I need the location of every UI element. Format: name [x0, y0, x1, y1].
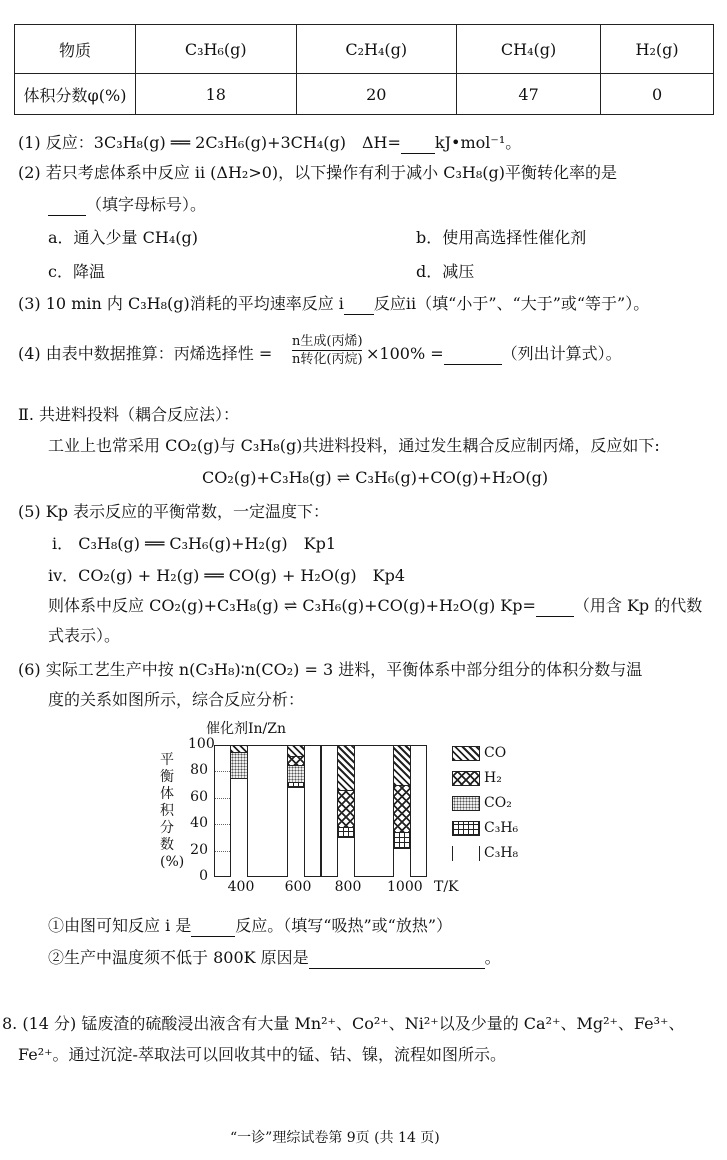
reaction-i: i． C₃H₈(g) ══ C₃H₆(g)+H₂(g) Kp1 — [52, 534, 337, 553]
x-tick-label: 600 — [284, 879, 312, 895]
y-tick-label: 40 — [190, 815, 208, 832]
bar-stack — [337, 745, 355, 877]
question-3-text: (3) 10 min 内 C₃H₈(g)消耗的平均速率反应 i — [18, 294, 344, 313]
table-header-cell: H₂(g) — [601, 25, 714, 74]
table-cell: 0 — [601, 74, 714, 115]
question-5-hint: （用含 Kp 的代数 — [573, 596, 703, 615]
fraction-numerator: n生成(丙烯) — [292, 334, 363, 349]
chart-title: 催化剂In/Zn — [206, 721, 287, 737]
table-header-cell: CH₄(g) — [457, 25, 601, 74]
y-tick-label: 60 — [190, 788, 208, 805]
question-6-sub2-text: ②生产中温度须不低于 800K 原因是 — [48, 948, 309, 967]
bar-segment-h2 — [394, 785, 410, 833]
bar-segment-h2 — [338, 790, 354, 827]
bar-stack — [287, 745, 305, 877]
table-cell: 47 — [457, 74, 601, 115]
question-3-hint: 反应ii（填“小于”、“大于”或“等于”）。 — [373, 294, 650, 313]
y-tick-label: 20 — [190, 841, 208, 858]
table-cell: 18 — [136, 74, 297, 115]
answer-blank[interactable] — [536, 596, 574, 617]
question-6-sub1-hint: 反应。（填写“吸热”或“放热”） — [235, 916, 453, 935]
legend-swatch — [452, 796, 480, 811]
y-tick-label: 80 — [190, 762, 208, 779]
question-6-sub2-end: 。 — [484, 948, 501, 967]
question-2-line1: (2) 若只考虑体系中反应 ii (ΔH₂>0)，以下操作有利于减小 C₃H₈(g)平衡转化率的是 — [18, 163, 617, 182]
x-tick-label: 400 — [227, 879, 255, 895]
table-row — [15, 74, 714, 115]
x-axis-label: T/K — [434, 879, 459, 895]
page-footer: “一诊”理综试卷第 9页 (共 14 页) — [230, 1130, 440, 1146]
bar-segment-c3h8 — [231, 778, 247, 877]
y-tick-label: 100 — [188, 736, 215, 752]
bar-segment-c3h6 — [338, 827, 354, 838]
question-5-line5: 式表示）。 — [48, 626, 121, 645]
section-2-title: Ⅱ. 共进料投料（耦合反应法）： — [18, 405, 240, 424]
table-row-label: 体积分数φ(%) — [15, 74, 136, 115]
x-tick-label: 800 — [334, 879, 362, 895]
question-8-line2: Fe²⁺。通过沉淀-萃取法可以回收其中的锰、钴、镍，流程如图所示。 — [18, 1045, 506, 1064]
fraction — [292, 333, 362, 368]
question-4-formula: ×100% = — [366, 344, 444, 363]
table-cell: 20 — [296, 74, 457, 115]
question-6-line1: (6) 实际工艺生产中按 n(C₃H₈)∶n(CO₂) = 3 进料，平衡体系中部分组分的体积分数与温 — [18, 660, 643, 679]
question-3 — [18, 294, 649, 315]
component-table — [14, 24, 714, 115]
legend-swatch — [452, 846, 480, 861]
table-header-cell: C₃H₆(g) — [136, 25, 297, 74]
answer-blank[interactable] — [344, 294, 374, 315]
reaction-iv: iv．CO₂(g) + H₂(g) ══ CO(g) + H₂O(g) Kp4 — [48, 566, 406, 585]
option-c: c．降温 — [48, 262, 105, 281]
question-2-hint: （填字母标号）。 — [86, 195, 207, 214]
answer-blank[interactable] — [309, 948, 485, 969]
y-axis-label: 平衡体积分数(%) — [160, 752, 185, 870]
bar-segment-co — [231, 745, 247, 752]
question-1-number: (1) — [18, 133, 41, 152]
question-6-line2: 度的关系如图所示，综合反应分析： — [48, 690, 305, 709]
table-header-row — [15, 25, 714, 74]
bar-segment-co — [394, 745, 410, 785]
bar-segment-c3h6 — [394, 832, 410, 848]
table-header-cell: 物质 — [15, 25, 136, 74]
bar-stack — [393, 745, 411, 877]
legend-label: C₃H₈ — [484, 845, 519, 861]
option-b: b．使用高选择性催化剂 — [416, 228, 587, 247]
legend-label: C₃H₆ — [484, 820, 519, 836]
question-1-unit: kJ•mol⁻¹。 — [434, 133, 522, 152]
bar-segment-co2 — [288, 765, 304, 782]
bar-segment-co — [288, 745, 304, 756]
question-1 — [18, 133, 521, 154]
y-tick-label: 0 — [199, 868, 208, 884]
question-6-sub2 — [48, 948, 501, 969]
question-8-line1: 8. (14 分) 锰废渣的硫酸浸出液含有大量 Mn²⁺、Co²⁺、Ni²⁺以及少量的 Ca²⁺、Mg²⁺、Fe³⁺、 — [2, 1014, 685, 1033]
bar-segment-c3h8 — [394, 848, 410, 877]
legend-label: CO — [484, 745, 507, 761]
option-a: a．通入少量 CH₄(g) — [48, 228, 198, 247]
bar-segment-c3h8 — [338, 837, 354, 877]
question-5-line4 — [48, 596, 702, 617]
bar-segment-co2 — [231, 752, 247, 778]
question-5-text: 则体系中反应 CO₂(g)+C₃H₈(g) ⇌ C₃H₆(g)+CO(g)+H₂O(g) Kp= — [48, 596, 536, 615]
legend-swatch — [452, 771, 480, 786]
bar-segment-h2 — [288, 756, 304, 765]
section-2-intro: 工业上也常采用 CO₂(g)与 C₃H₈(g)共进料投料，通过发生耦合反应制丙烯，反应如下: — [48, 436, 660, 455]
question-6-sub1 — [48, 916, 452, 937]
question-6-sub1-text: ①由图可知反应 i 是 — [48, 916, 192, 935]
answer-blank[interactable] — [191, 916, 235, 937]
question-2-line2 — [48, 195, 206, 216]
question-4-suffix — [366, 344, 622, 365]
answer-blank[interactable] — [48, 195, 86, 216]
option-d: d．减压 — [416, 262, 475, 281]
answer-blank[interactable] — [401, 133, 435, 154]
legend-label: H₂ — [484, 770, 502, 786]
bar-stack — [230, 745, 248, 877]
question-4-prefix: (4) 由表中数据推算：丙烯选择性 = — [18, 344, 273, 363]
bar-segment-co — [338, 745, 354, 790]
bar-segment-c3h8 — [288, 787, 304, 877]
legend-swatch — [452, 746, 480, 761]
x-tick-label: 1000 — [387, 879, 423, 895]
fraction-denominator: n转化(丙烷) — [292, 352, 363, 367]
coupling-reaction: CO₂(g)+C₃H₈(g) ⇌ C₃H₆(g)+CO(g)+H₂O(g) — [202, 468, 549, 487]
question-4-hint: （列出计算式）。 — [501, 344, 622, 363]
legend-swatch — [452, 821, 480, 836]
bar-segment-c3h6 — [288, 782, 304, 787]
answer-blank[interactable] — [444, 344, 502, 365]
legend-label: CO₂ — [484, 795, 512, 811]
question-1-text: 反应：3C₃H₈(g) ══ 2C₃H₆(g)+3CH₄(g) ΔH= — [45, 133, 401, 152]
question-5-line1: (5) Kp 表示反应的平衡常数，一定温度下： — [18, 502, 330, 521]
table-header-cell: C₂H₄(g) — [296, 25, 457, 74]
